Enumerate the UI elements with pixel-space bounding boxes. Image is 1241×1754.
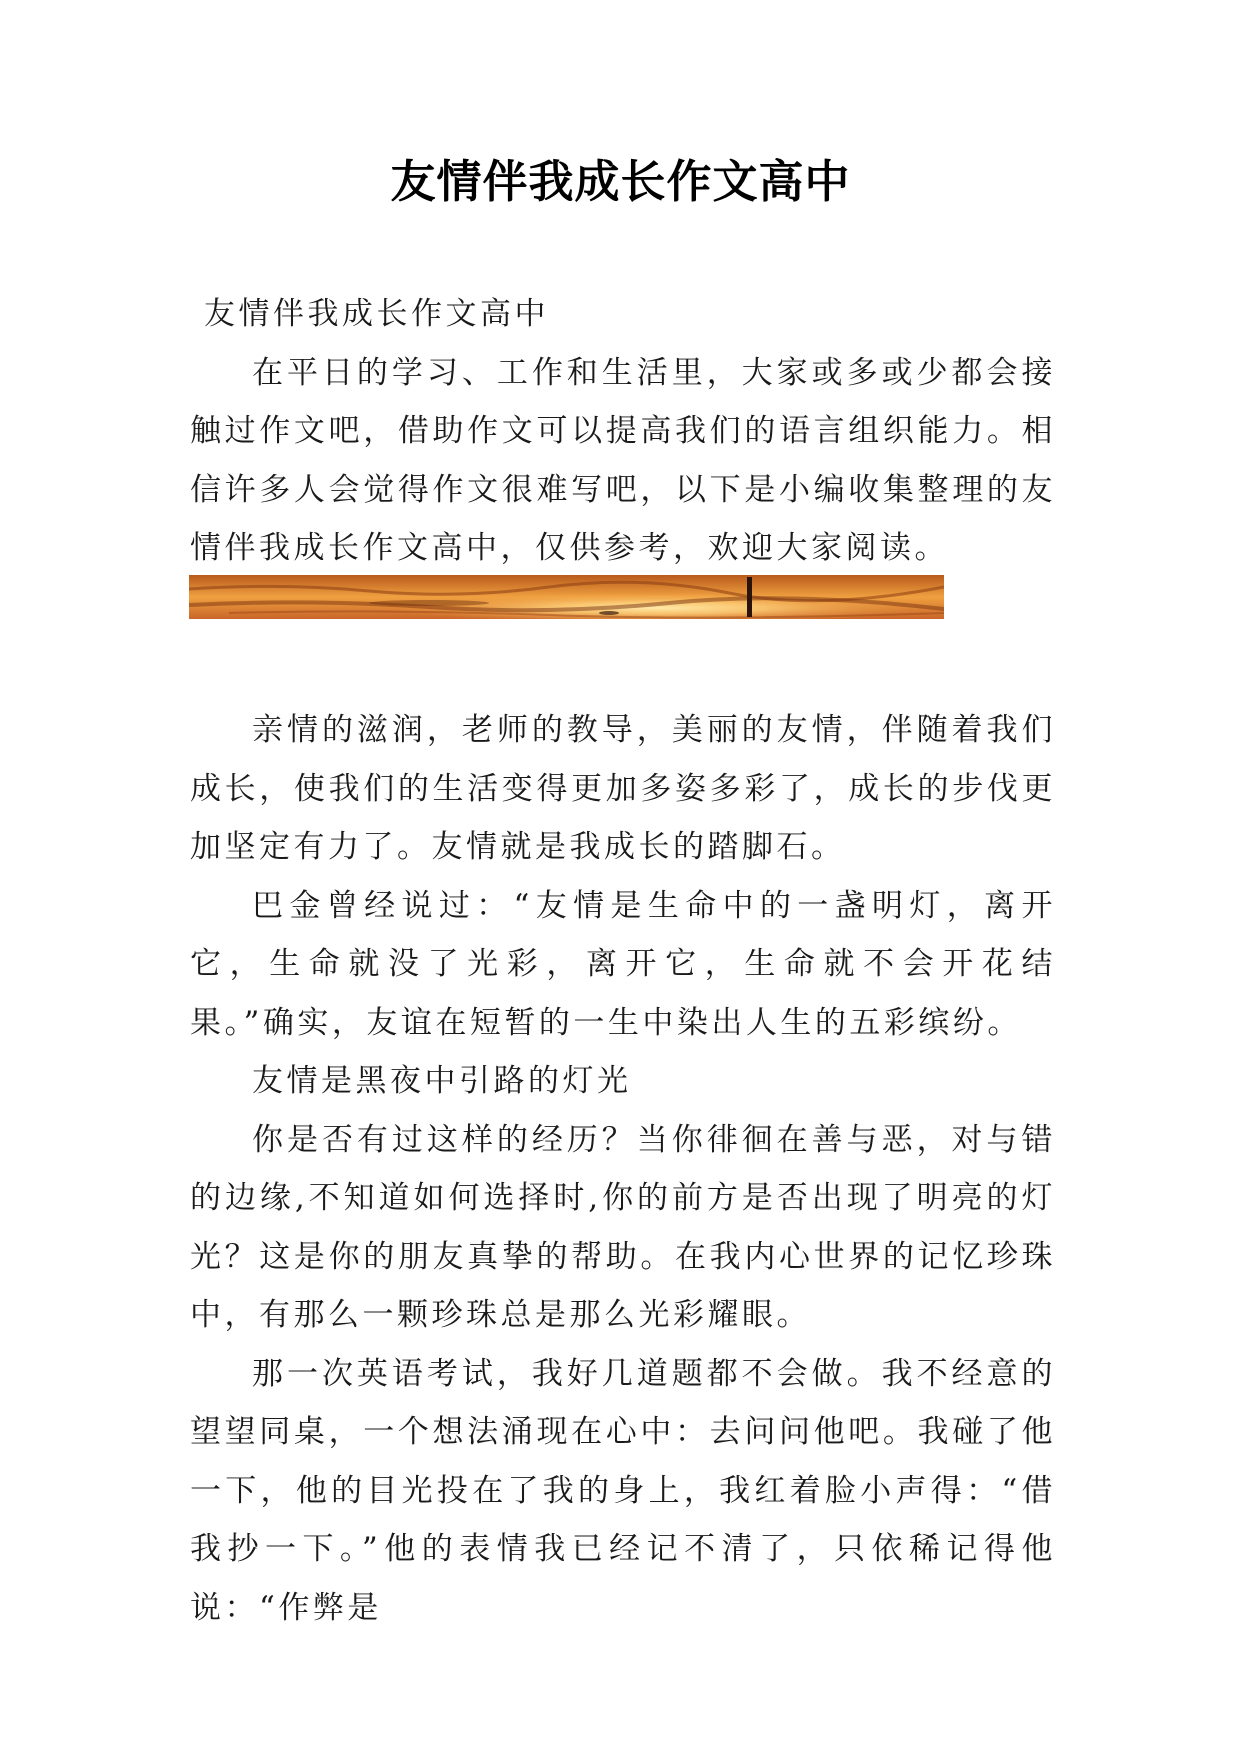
- document-title: 友情伴我成长作文高中: [390, 155, 851, 208]
- section-heading: 友情是黑夜中引路的灯光: [252, 1063, 632, 1099]
- essay-paragraph: 巴金曾经说过：“友情是生命中的一盏明灯，离开它，生命就没了光彩，离开它，生命就不会开花结果。”确实，友谊在短暂的一生中染出人生的五彩缤纷。: [190, 887, 1056, 1041]
- sunset-banner-image: [189, 575, 944, 619]
- intro-paragraph: 在平日的学习、工作和生活里，大家或多或少都会接触过作文吧，借助作文可以提高我们的语言组织能力。相信许多人会觉得作文很难写吧，以下是小编收集整理的友情伴我成长作文高中，仅供参考，欢迎大家阅读。: [190, 354, 1056, 566]
- sunset-banner-graphic: [189, 575, 944, 619]
- essay-paragraph: 那一次英语考试，我好几道题都不会做。我不经意的望望同桌，一个想法涌现在心中：去问问他吧。我碰了他一下，他的目光投在了我的身上，我红着脸小声得：“借我抄一下。”他的表情我已经记不清了，只依稀记得他说：“作弊是: [190, 1355, 1056, 1626]
- essay-paragraph: 亲情的滋润，老师的教导，美丽的友情，伴随着我们成长，使我们的生活变得更加多姿多彩了，成长的步伐更加坚定有力了。友情就是我成长的踏脚石。: [190, 712, 1056, 865]
- essay-body: [190, 701, 1056, 1637]
- intro-block: [190, 285, 1056, 578]
- document-subtitle: 友情伴我成长作文高中: [204, 296, 549, 332]
- essay-paragraph: 你是否有过这样的经历？当你徘徊在善与恶，对与错的边缘,不知道如何选择时,你的前方是否出现了明亮的灯光？这是你的朋友真挚的帮助。在我内心世界的记忆珍珠中，有那么一颗珍珠总是那么光彩耀眼。: [190, 1121, 1056, 1333]
